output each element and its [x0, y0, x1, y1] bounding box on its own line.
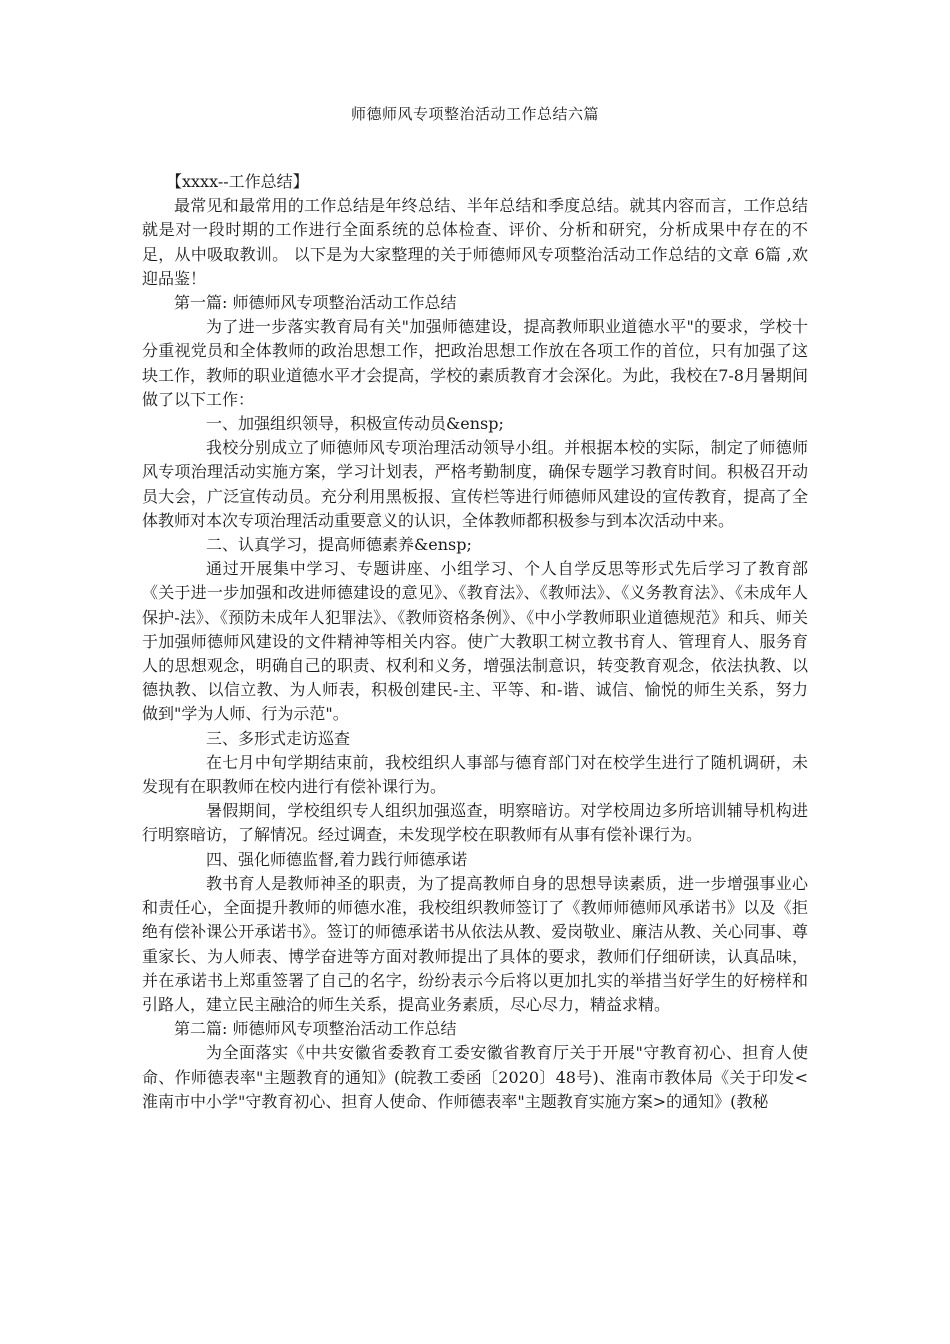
document-body	[142, 170, 808, 1114]
chapter-heading: 第一篇: 师德师风专项整治活动工作总结	[174, 293, 457, 313]
section-tag: 【xxxx--工作总结】	[166, 172, 309, 191]
paragraph: 为了进一步落实教育局有关"加强师德建设，提高教师职业道德水平"的要求，学校十分重视党员和全体教师的政治思想工作，把政治思想工作放在各项工作的首位，只有加强了这块工作，教师的职业道德水平才会提高，学校的素质教育才会深化。为此，我校在7-8月暑期间做了以下工作：	[142, 317, 808, 409]
chapter-heading: 第二篇: 师德师风专项整治活动工作总结	[174, 1019, 457, 1039]
subsection-heading: 一、加强组织领导，积极宣传动员&ensp;	[206, 414, 504, 434]
paragraph: 教书育人是教师神圣的职责，为了提高教师自身的思想导读素质，进一步增强事业心和责任心，全面提升教师的师德水准，我校组织教师签订了《教师师德师风承诺书》以及《拒绝有偿补课公开承诺书》。签订的师德承诺书从依法从教、爱岗敬业、廉洁从教、关心同事、尊重家长、为人师表、博学奋进等方面对教师提出了具体的要求，教师们仔细研读，认真品味，并在承诺书上郑重签署了自己的名字，纷纷表示今后将以更加扎实的举措当好学生的好榜样和引路人，建立民主融洽的师生关系，提高业务素质，尽心尽力，精益求精。	[142, 873, 808, 1014]
subsection-heading: 三、多形式走访巡查	[206, 728, 351, 748]
paragraph: 通过开展集中学习、专题讲座、小组学习、个人自学反思等形式先后学习了教育部《关于进一步加强和改进师德建设的意见》、《教育法》、《教师法》、《义务教育法》、《未成年人保护-法》、《预防未成年人犯罪法》、《教师资格条例》、《中小学教师职业道德规范》和兵、师关于加强师德师风建设的文件精神等相关内容。使广大教职工树立教书育人、管理育人、服务育人的思想观念，明确自己的职责、权利和义务，增强法制意识，转变教育观念，依法执教、以德执教、以信立教、为人师表，积极创建民-主、平等、和-谐、诚信、愉悦的师生关系，努力做到"学为人师、行为示范"。	[142, 559, 808, 724]
paragraph: 在七月中旬学期结束前，我校组织人事部与德育部门对在校学生进行了随机调研，未发现有在职教师在校内进行有偿补课行为。	[142, 752, 808, 797]
paragraph: 我校分别成立了师德师风专项治理活动领导小组。并根据本校的实际，制定了师德师风专项治理活动实施方案，学习计划表，严格考勤制度，确保专题学习教育时间。积极召开动员大会，广泛宣传动员。充分利用黑板报、宣传栏等进行师德师风建设的宣传教育，提高了全体教师对本次专项治理活动重要意义的认识，全体教师都积极参与到本次活动中来。	[142, 438, 808, 530]
paragraph: 暑假期间，学校组织专人组织加强巡查，明察暗访。对学校周边多所培训辅导机构进行明察暗访，了解情况。经过调查，未发现学校在职教师有从事有偿补课行为。	[142, 801, 808, 845]
document-title: 师德师风专项整治活动工作总结六篇	[350, 105, 599, 123]
subsection-heading: 二、认真学习，提高师德素养&ensp;	[206, 535, 472, 555]
subsection-heading: 四、强化师德监督,着力践行师德承诺	[206, 849, 468, 869]
paragraph: 为全面落实《中共安徽省委教育工委安徽省教育厅关于开展"守教育初心、担育人使命、作师德表率"主题教育的通知》(皖教工委函〔2020〕48号)、淮南市教体局《关于印发<淮南市中小学"守教育初心、担育人使命、作师德表率"主题教育实施方案>的通知》(教秘	[142, 1043, 808, 1111]
paragraph: 最常见和最常用的工作总结是年终总结、半年总结和季度总结。就其内容而言，工作总结就是对一段时期的工作进行全面系统的总体检查、评价、分析和研究，分析成果中存在的不足，从中吸取教训。 以下是为大家整理的关于师德师风专项整治活动工作总结的文章 6篇 ,欢迎品鉴！	[142, 196, 808, 288]
